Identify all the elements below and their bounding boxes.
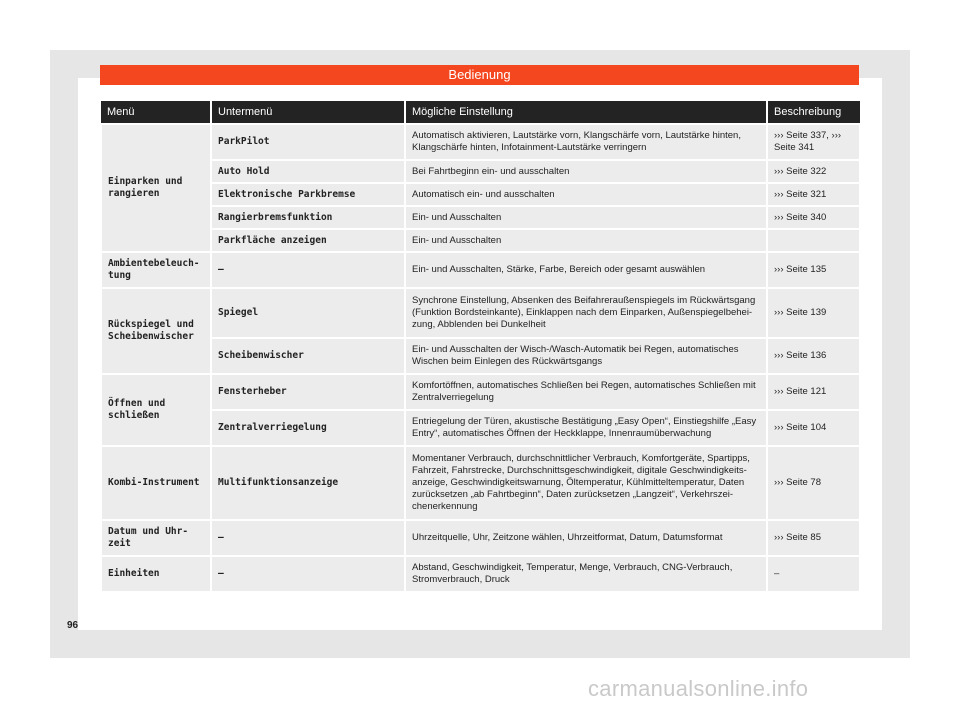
table-row — [101, 556, 860, 592]
setting-cell: Uhrzeitquelle, Uhr, Zeitzone wählen, Uhrzeitformat, Datum, Datumsformat — [405, 520, 767, 556]
setting-cell: Ein- und Ausschalten der Wisch-/Wasch-Automatik bei Regen, automatisches Wischen beim Einlegen des Rückwärtsgangs — [405, 338, 767, 374]
submenu-cell: – — [211, 556, 405, 592]
setting-cell: Momentaner Verbrauch, durchschnittlicher Verbrauch, Komfortgeräte, Spartipps, Fahrzeit, Fahrstrecke, Durchschnittsgeschwindigkeit, digitale Geschwindigkeits-anzeige, Geschwindigkeitswarnung, Öltemperatur, Kühlmitteltemperatur, Daten zurücksetzen „ab Fahrtbeginn“, Daten zurücksetzen „Langzeit“, Verkehrszei-chenerkennung — [405, 446, 767, 520]
page-reference: ››› Seite 139 — [767, 288, 860, 338]
table-row — [101, 160, 860, 183]
setting-cell: Komfortöffnen, automatisches Schließen bei Regen, automatisches Schließen mit Zentralverriegelung — [405, 374, 767, 410]
setting-cell: Automatisch aktivieren, Lautstärke vorn, Klangschärfe vorn, Lautstärke hinten, Klangschärfe hinten, Infotainment-Lautstärke verringern — [405, 124, 767, 160]
setting-cell: Synchrone Einstellung, Absenken des Beifahreraußenspiegels im Rückwärtsgang (Funktion Bordsteinkante), Einklappen nach dem Einparken, Außenspiegelbehei-zung, Abblenden bei Dunkelheit — [405, 288, 767, 338]
menu-cell: Einparken und rangieren — [101, 124, 211, 252]
page-reference: ››› Seite 322 — [767, 160, 860, 183]
table-row — [101, 206, 860, 229]
column-header-setting: Mögliche Einstellung — [405, 101, 767, 124]
submenu-cell: Auto Hold — [211, 160, 405, 183]
page-reference — [767, 229, 860, 252]
table-row — [101, 520, 860, 556]
menu-cell: Ambientebeleuch-tung — [101, 252, 211, 288]
setting-cell: Abstand, Geschwindigkeit, Temperatur, Menge, Verbrauch, CNG-Verbrauch, Stromverbrauch, Druck — [405, 556, 767, 592]
page-reference: ››› Seite 337, ››› Seite 341 — [767, 124, 860, 160]
submenu-cell: Scheibenwischer — [211, 338, 405, 374]
page-number: 96 — [67, 620, 79, 631]
page-reference: ››› Seite 78 — [767, 446, 860, 520]
page-reference: ››› Seite 136 — [767, 338, 860, 374]
page-reference: ››› Seite 321 — [767, 183, 860, 206]
table-header-row — [101, 101, 860, 124]
table-row — [101, 288, 860, 338]
table-row — [101, 124, 860, 160]
submenu-cell: Fensterheber — [211, 374, 405, 410]
column-header-menu: Menü — [101, 101, 211, 124]
setting-cell: Entriegelung der Türen, akustische Bestätigung „Easy Open“, Einstiegshilfe „Easy Entry“, automatisches Öffnen der Heckklappe, Innenraumüberwachung — [405, 410, 767, 446]
table-row — [101, 338, 860, 374]
setting-cell: Ein- und Ausschalten, Stärke, Farbe, Bereich oder gesamt auswählen — [405, 252, 767, 288]
page-reference: ››› Seite 135 — [767, 252, 860, 288]
submenu-cell: Spiegel — [211, 288, 405, 338]
menu-cell: Öffnen und schließen — [101, 374, 211, 446]
menu-cell: Kombi-Instrument — [101, 446, 211, 520]
setting-cell: Bei Fahrtbeginn ein- und ausschalten — [405, 160, 767, 183]
menu-cell: Einheiten — [101, 556, 211, 592]
setting-cell: Automatisch ein- und ausschalten — [405, 183, 767, 206]
settings-table — [100, 101, 861, 593]
table-row — [101, 374, 860, 410]
page-reference: ››› Seite 104 — [767, 410, 860, 446]
submenu-cell: Rangierbremsfunktion — [211, 206, 405, 229]
table-row — [101, 183, 860, 206]
setting-cell: Ein- und Ausschalten — [405, 229, 767, 252]
submenu-cell: Multifunktionsanzeige — [211, 446, 405, 520]
page-reference: ››› Seite 340 — [767, 206, 860, 229]
table-row — [101, 252, 860, 288]
setting-cell: Ein- und Ausschalten — [405, 206, 767, 229]
table-row — [101, 410, 860, 446]
column-header-submenu: Untermenü — [211, 101, 405, 124]
submenu-cell: Parkfläche anzeigen — [211, 229, 405, 252]
page-reference: ››› Seite 85 — [767, 520, 860, 556]
submenu-cell: – — [211, 520, 405, 556]
menu-cell: Rückspiegel und Scheibenwischer — [101, 288, 211, 374]
submenu-cell: – — [211, 252, 405, 288]
section-banner: Bedienung — [100, 65, 859, 85]
table-row — [101, 446, 860, 520]
menu-cell: Datum und Uhr-zeit — [101, 520, 211, 556]
watermark: carmanualsonline.info — [588, 676, 809, 701]
submenu-cell: Zentralverriegelung — [211, 410, 405, 446]
submenu-cell: Elektronische Parkbremse — [211, 183, 405, 206]
submenu-cell: ParkPilot — [211, 124, 405, 160]
page-reference: ››› Seite 121 — [767, 374, 860, 410]
column-header-description: Beschreibung — [767, 101, 860, 124]
table-row — [101, 229, 860, 252]
page-reference: – — [767, 556, 860, 592]
